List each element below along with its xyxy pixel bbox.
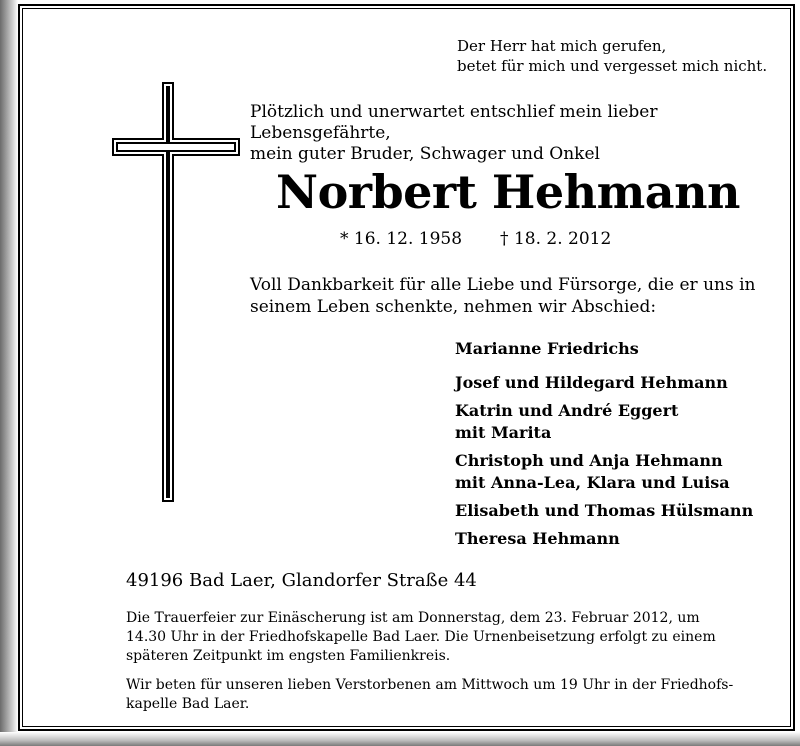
mourner-item: Elisabeth und Thomas Hülsmann: [455, 501, 754, 520]
mourner-item: Theresa Hehmann: [455, 529, 620, 548]
mourner-item: Josef und Hildegard Hehmann: [455, 373, 728, 392]
mourners-list: [455, 338, 753, 556]
address: 49196 Bad Laer, Glandorfer Straße 44: [126, 570, 477, 591]
shadow-left: [0, 0, 18, 746]
birth-date: * 16. 12. 1958: [340, 229, 463, 249]
thanks-text: Voll Dankbarkeit für alle Liebe und Fürsorge, die er uns in seinem Leben schenkte, nehmen wir Abschied:: [250, 275, 756, 317]
motto-verse: Der Herr hat mich gerufen, betet für mich und vergesset mich nicht.: [457, 37, 768, 75]
death-date: † 18. 2. 2012: [500, 229, 612, 249]
mourner-item: Christoph und Anja Hehmann mit Anna-Lea, Klara und Luisa: [455, 451, 730, 492]
deceased-name: Norbert Hehmann: [276, 165, 740, 219]
ceremony-text: Die Trauerfeier zur Einäscherung ist am Donnerstag, dem 23. Februar 2012, um 14.30 Uhr in der Friedhofskapelle Bad Laer. Die Urnenbeisetzung erfolgt zu einem späteren Zeitpunkt im engsten Familienkreis.: [126, 610, 716, 664]
mourner-item: Katrin und André Eggert mit Marita: [455, 401, 679, 442]
shadow-bottom: [0, 732, 800, 746]
intro-text: Plötzlich und unerwartet entschlief mein lieber Lebensgefährte, mein guter Bruder, Schwager und Onkel: [250, 102, 658, 164]
life-dates: [340, 228, 611, 250]
vigil-text: Wir beten für unseren lieben Verstorbenen am Mittwoch um 19 Uhr in der Friedhofs- kapelle Bad Laer.: [126, 677, 734, 712]
cross-icon: [112, 82, 240, 502]
mourner-item: Marianne Friedrichs: [455, 339, 639, 358]
